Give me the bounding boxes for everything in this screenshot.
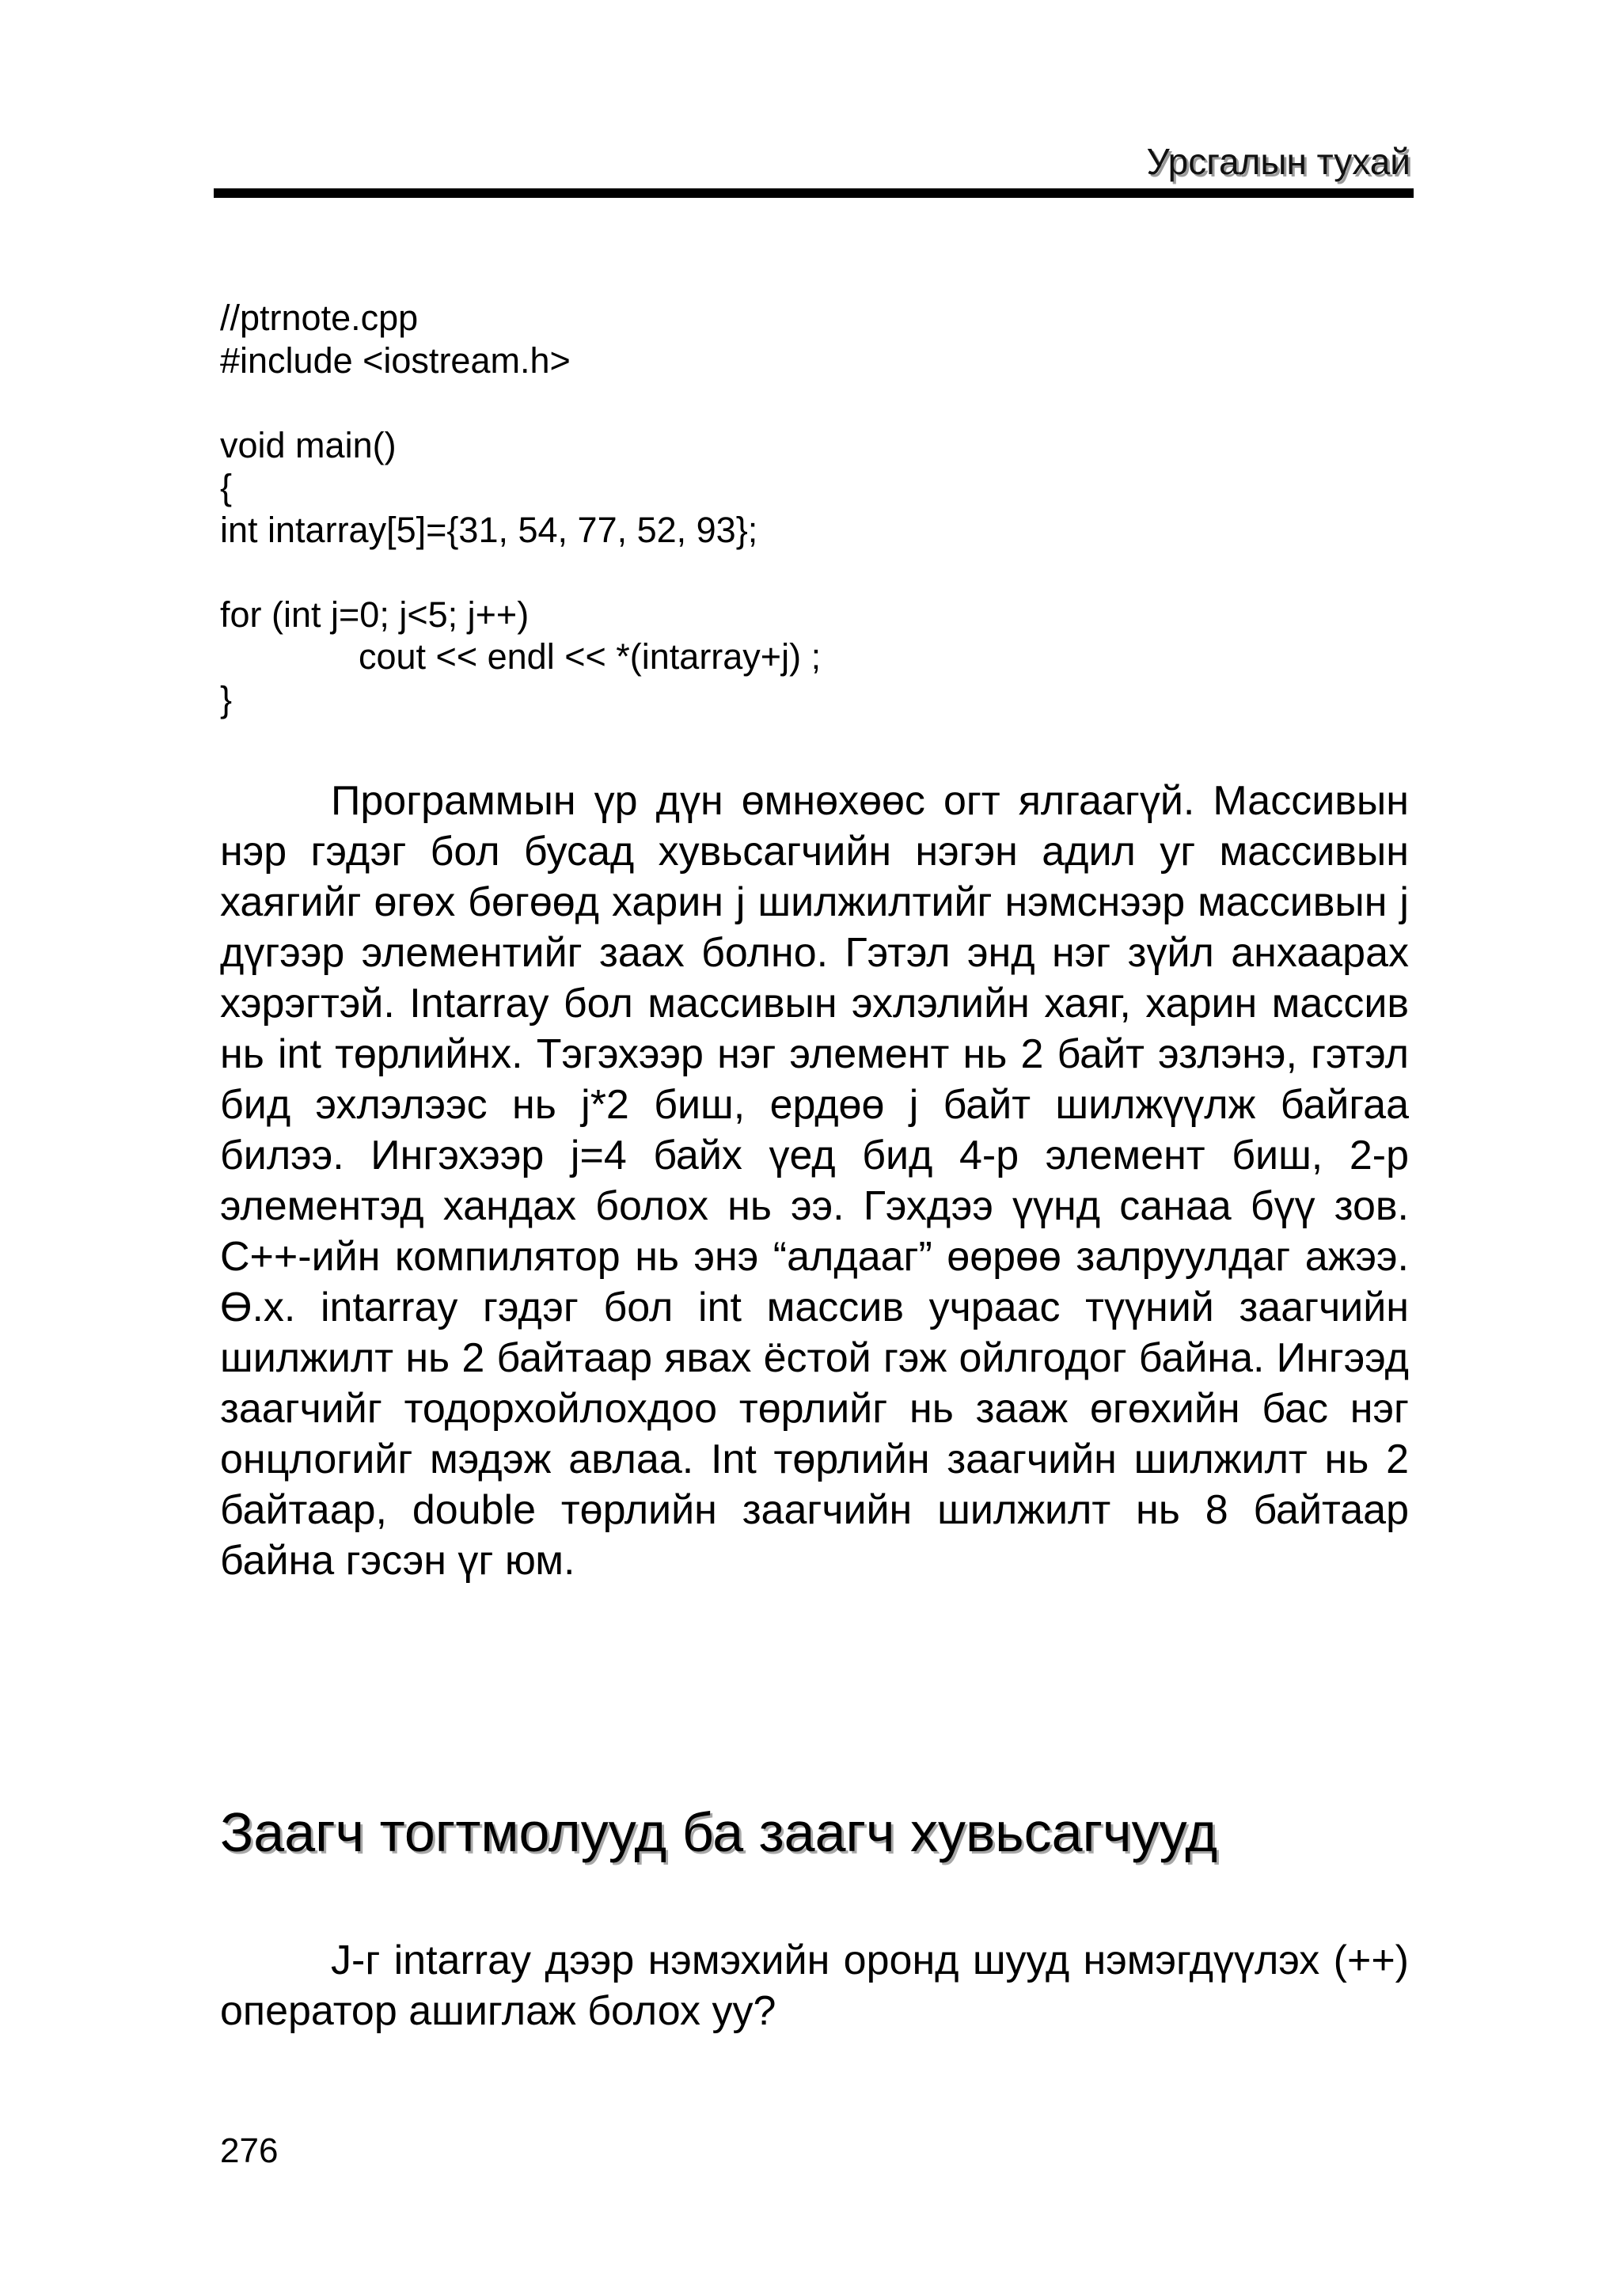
code-listing — [220, 297, 1407, 720]
section-heading: Заагч тогтмолууд ба заагч хувьсагчууд — [220, 1801, 1218, 1863]
code-line: //ptrnote.cpp — [220, 298, 419, 338]
running-header-title: Урсгалын тухай — [1146, 141, 1410, 182]
body-paragraph: J-г intarray дээр нэмэхийн оронд шууд нэмэгдүүлэх (++) оператор ашиглаж болох уу? — [220, 1937, 1409, 2034]
code-line: #include <iostream.h> — [220, 340, 571, 381]
running-header — [214, 135, 1414, 198]
header-rule — [214, 188, 1414, 198]
code-line: cout << endl << *(intarray+j) ; — [359, 636, 822, 677]
code-line — [220, 551, 1407, 594]
code-line: void main() — [220, 424, 397, 465]
code-line — [220, 381, 1407, 424]
code-line: int intarray[5]={31, 54, 77, 52, 93}; — [220, 509, 758, 550]
code-line: for (int j=0; j<5; j++) — [220, 594, 530, 635]
code-line: } — [220, 678, 233, 719]
body-paragraph: Программын үр дүн өмнөхөөс огт ялгаагүй. Массивын нэр гэдэг бол бусад хувьсагчийн нэгэн адил уг массивын хаягийг өгөх бөгөөд харин j шилжилтийг нэмснээр массивын j дүгээр элементийг заах болно. Гэтэл энд нэг зүйл анхаарах хэрэгтэй. Intarray бол массивын эхлэлийн хаяг, харин массив нь int төрлийнх. Тэгэхээр нэг элемент нь 2 байт эзлэнэ, гэтэл бид эхлэлээс нь j*2 биш, ердөө j байт шилжүүлж байгаа билээ. Ингэхээр j=4 байх үед бид 4-р элемент биш, 2-р элементэд хандах болох нь ээ. Гэхдээ үүнд санаа бүү зов. С++-ийн компилятор нь энэ “алдааг” өөрөө залруулдаг ажээ. Ө.х. intarray гэдэг бол int массив учраас түүний заагчийн шилжилт нь 2 байтаар явах ёстой гэж ойлгодог байна. Ингээд заагчийг тодорхойлохдоо төрлийг нь зааж өгөхийн бас нэг онцлогийг мэдэж авлаа. Int төрлийн заагчийн шилжилт нь 2 байтаар, double төрлийн заагчийн шилжилт нь 8 байтаар байна гэсэн үг юм. — [220, 778, 1409, 1584]
code-line: { — [220, 467, 233, 507]
page-number: 276 — [220, 2131, 279, 2170]
